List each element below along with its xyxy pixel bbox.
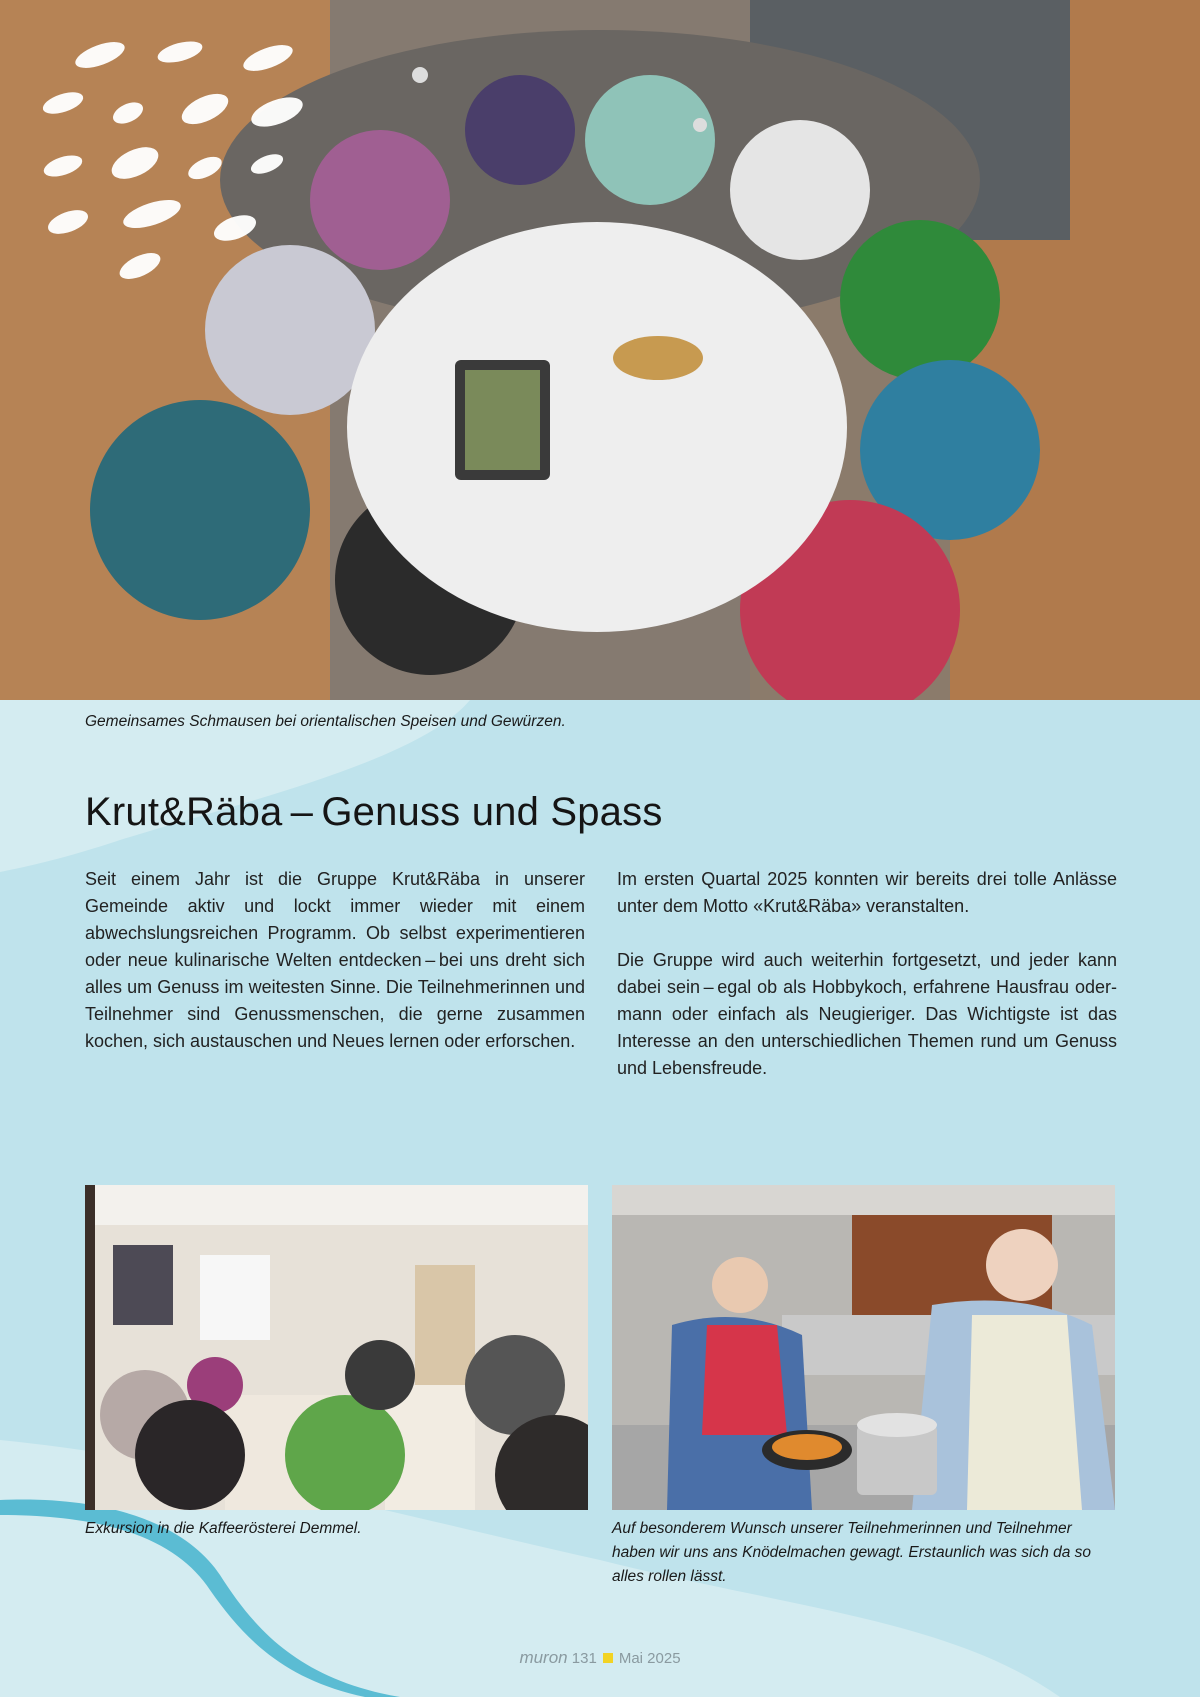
- magazine-brand: muron: [519, 1648, 568, 1667]
- page-footer: [0, 1648, 1200, 1668]
- article-paragraph: Seit einem Jahr ist die Gruppe Krut&Räba in unserer Gemeinde aktiv und lockt immer wieder mit einem abwechslungsreichen Programm. Ob selbst experimentieren oder neue kulinarische Welten entdecken – bei uns dreht sich alles um Genuss im weitesten Sinne. Die Teilnehmerinnen und Teilnehmer sind Genussmenschen, die gerne zusammen kochen, sich austauschen und Neues lernen oder erforschen.: [85, 869, 585, 1051]
- article-paragraph: Im ersten Quartal 2025 konnten wir bereits drei tolle Anlässe unter dem Motto «Krut&Räba» veranstalten.: [617, 869, 1117, 916]
- roastery-excursion-photo: [85, 1185, 588, 1510]
- issue-number: 131: [571, 1650, 597, 1667]
- yellow-square-icon: [603, 1653, 613, 1663]
- article-column-left: [85, 866, 585, 1082]
- dumpling-making-photo: [612, 1185, 1115, 1510]
- hero-caption: Gemeinsames Schmausen bei orientalischen Speisen und Gewürzen.: [85, 713, 566, 730]
- group-dining-photo: [0, 0, 1200, 700]
- dumpling-caption: Auf besonderem Wunsch unserer Teilnehmerinnen und Teilnehmer haben wir uns ans Knödelmachen gewagt. Erstaunlich was sich da so alles rollen lässt.: [612, 1520, 1092, 1585]
- article-column-right: [617, 866, 1117, 1109]
- article-title: Krut&Räba – Genuss und Spass: [85, 790, 663, 834]
- article-paragraph: Die Gruppe wird auch weiterhin fortgesetzt, und jeder kann dabei sein – egal ob als Hobbykoch, erfahrene Hausfrau oder-mann oder einfach als Neugieriger. Das Wichtigste ist das Interesse an den unterschiedlichen Themen rund um Genuss und Lebensfreude.: [617, 950, 1117, 1078]
- roastery-caption: Exkursion in die Kaffeerösterei Demmel.: [85, 1520, 362, 1537]
- issue-date: Mai 2025: [618, 1650, 681, 1667]
